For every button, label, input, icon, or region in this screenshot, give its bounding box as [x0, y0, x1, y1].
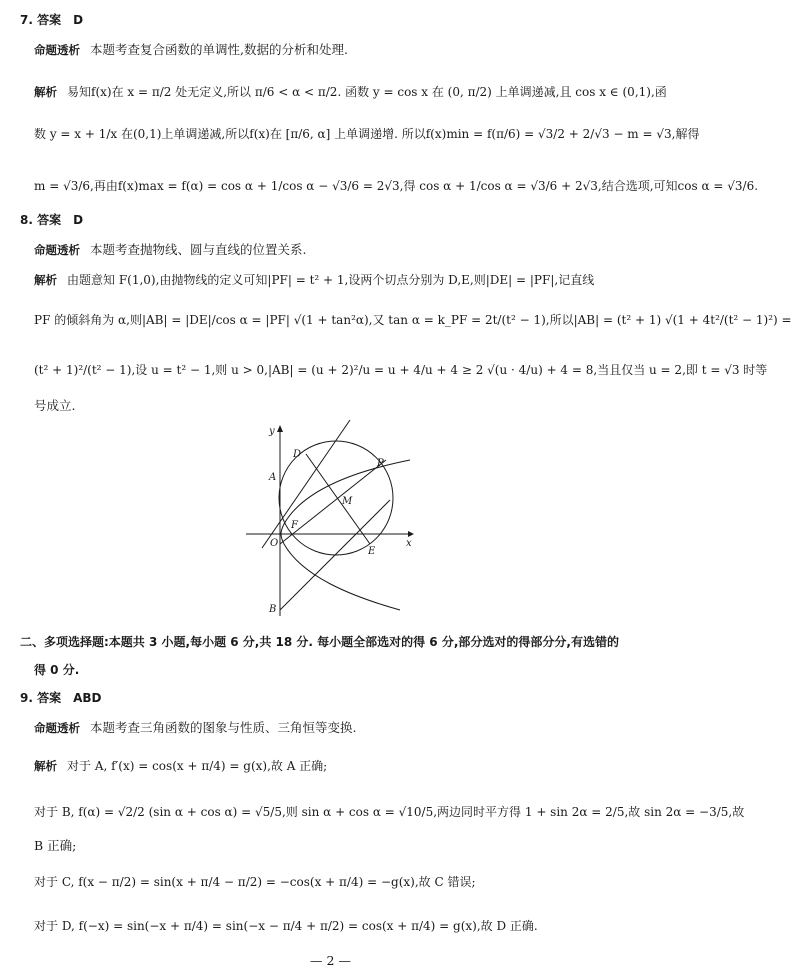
section2-heading-cont: 得 0 分. — [34, 663, 80, 677]
q9-focus-text: 本题考查三角函数的图象与性质、三角恒等变换. — [90, 720, 357, 735]
q7-analysis-line2: 数 y = x + 1/x 在(0,1)上单调递减,所以f(x)在 [π/6, α] 上单调递增. 所以f(x)min = f(π/6) = √3/2 + 2/√3 − m = √3,解得 — [34, 127, 700, 141]
q7-focus-label: 命题透析 — [34, 43, 80, 57]
label-y: y — [269, 426, 275, 437]
q7-analysis-label: 解析 — [34, 85, 57, 99]
q8-line1-text: 由题意知 F(1,0),由抛物线的定义可知|PF| = t² + 1,设两个切点分别为 D,E,则|DE| = |PF|,记直线 — [67, 273, 595, 287]
q8-focus — [34, 242, 306, 258]
q9-line-c: 对于 C, f(x − π/2) = sin(x + π/4 − π/2) = −cos(x + π/4) = −g(x),故 C 错误; — [34, 875, 476, 889]
label-o: O — [270, 538, 279, 549]
q7-focus-text: 本题考查复合函数的单调性,数据的分析和处理. — [90, 42, 348, 57]
q7-analysis-line3: m = √3/6,再由f(x)max = f(α) = cos α + 1/cos α − √3/6 = 2√3,得 cos α + 1/cos α = √3/6 + 2√3,结合选项,可知cos α = √3/6. — [34, 179, 759, 193]
q8-analysis-line1 — [34, 272, 594, 288]
q7-analysis-line1 — [34, 84, 667, 100]
label-m: M — [342, 496, 353, 507]
q9-focus-label: 命题透析 — [34, 721, 80, 735]
q9-line-b2: B 正确; — [34, 838, 77, 853]
q8-focus-label: 命题透析 — [34, 243, 80, 257]
q8-analysis-line4: 号成立. — [34, 398, 76, 413]
label-f: F — [291, 520, 298, 531]
parabola-circle-figure — [240, 420, 430, 620]
page-number: — 2 — — [310, 953, 351, 968]
section2-heading: 二、多项选择题:本题共 3 小题,每小题 6 分,共 18 分. 每小题全部选对的得 6 分,部分选对的得部分分,有选错的 — [20, 635, 619, 649]
q8-analysis-line2: PF 的倾斜角为 α,则|AB| = |DE|/cos α = |PF| √(1 + tan²α),又 tan α = k_PF = 2t/(t² − 1),所以|AB| = (t² + 1) √(1 + 4t²/(t² − 1)²) = — [34, 313, 792, 327]
label-x: x — [406, 538, 412, 549]
line-de — [306, 454, 370, 544]
q9-analysis-line-a — [34, 758, 327, 774]
line-pf — [280, 460, 386, 544]
label-p: P — [377, 458, 384, 469]
q9-line-d: 对于 D, f(−x) = sin(−x + π/4) = sin(−x − π/4 + π/2) = cos(x + π/4) = g(x),故 D 正确. — [34, 919, 538, 933]
label-b: B — [269, 604, 277, 615]
q9-analysis-label: 解析 — [34, 759, 57, 773]
y-axis-arrow — [277, 425, 283, 432]
q9-line-b1: 对于 B, f(α) = √2/2 (sin α + cos α) = √5/5,则 sin α + cos α = √10/5,两边同时平方得 1 + sin 2α = 2/5,故 sin 2α = −3/5,故 — [34, 805, 745, 819]
x-axis-arrow — [408, 531, 414, 537]
q9-focus — [34, 720, 356, 736]
q8-focus-text: 本题考查抛物线、圆与直线的位置关系. — [90, 242, 307, 257]
q7-header: 7. 答案 D — [20, 13, 84, 27]
q7-focus — [34, 42, 348, 58]
label-e: E — [368, 546, 376, 557]
q9-header: 9. 答案 ABD — [20, 691, 102, 705]
q8-analysis-label: 解析 — [34, 273, 57, 287]
q8-analysis-line3: (t² + 1)²/(t² − 1),设 u = t² − 1,则 u > 0,|AB| = (u + 2)²/u = u + 4/u + 4 ≥ 2 √(u · 4/u) + 4 = 8,当且仅当 u = 2,即 t = √3 时等 — [34, 363, 768, 377]
tangent-line-upper — [262, 420, 350, 548]
label-d: D — [293, 449, 302, 460]
q7-line1-text: 易知f(x)在 x = π/2 处无定义,所以 π/6 < α < π/2. 函数 y = cos x 在 (0, π/2) 上单调递减,且 cos x ∈ (0,1),函 — [67, 85, 667, 99]
q8-header: 8. 答案 D — [20, 213, 84, 227]
q9-line-a-text: 对于 A, f′(x) = cos(x + π/4) = g(x),故 A 正确; — [67, 759, 328, 773]
label-a: A — [269, 472, 277, 483]
